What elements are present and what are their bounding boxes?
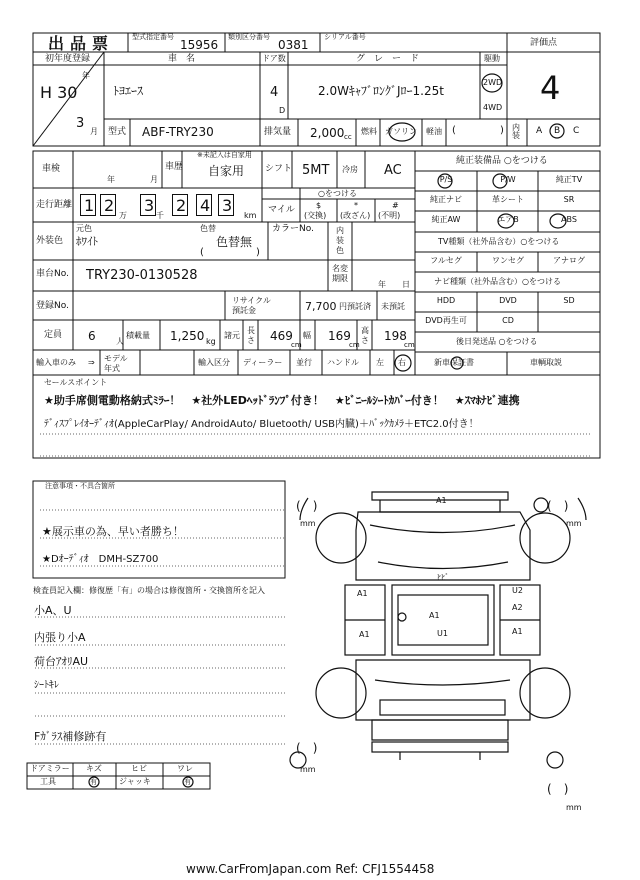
mm-br: mm	[566, 803, 582, 812]
door-label: ドア数	[262, 54, 286, 63]
nc-year: 年	[378, 280, 386, 289]
inspector-line-1: 小A、U	[34, 604, 72, 617]
left-label: 左	[376, 358, 384, 367]
legend-scratch: キズ	[86, 764, 102, 773]
equip-tv-0: フルセグ	[430, 256, 462, 265]
fuel-bracket: (	[452, 125, 456, 136]
color-bracket-open: (	[200, 247, 204, 258]
mile-note: ○をつける	[318, 189, 357, 198]
recycle-not: 未預託	[381, 302, 405, 311]
doors: 4	[270, 85, 279, 100]
first-reg-era: H 30	[40, 83, 78, 102]
equip-row1-1: P/W	[500, 175, 516, 184]
interior-label: 内装	[512, 123, 520, 140]
reg-label: 登録No.	[36, 301, 69, 311]
width-unit: cm	[349, 341, 360, 349]
inspector-line-6: Fｶﾞﾗｽ補修跡有	[34, 730, 107, 743]
model-year-label: モデル年式	[104, 354, 128, 373]
inspector-line-2: 内張り小A	[34, 631, 86, 644]
drive-2wd: 2WD	[483, 78, 503, 87]
unknown-sym: #	[392, 201, 399, 210]
mark-left-rear-door: A1	[359, 630, 370, 639]
hei-label: 高さ	[361, 326, 369, 345]
ac-label: 冷房	[342, 165, 358, 174]
tamper-sym: *	[354, 201, 358, 210]
notes-line-2: ★Dｵｰﾃﾞｨｵ DMH-SZ700	[42, 554, 159, 565]
use-label: 車歴	[165, 162, 184, 172]
mileage-man: 万	[119, 211, 127, 220]
month-unit: 月	[90, 127, 98, 136]
doc-manual: 車輌取説	[530, 358, 562, 367]
load-unit: kg	[206, 337, 216, 346]
mark-right-mid: A2	[512, 603, 523, 612]
mileage-digit-box	[196, 194, 212, 216]
legend-jack: ジャッキ	[119, 777, 151, 786]
recycle: 7,700	[305, 300, 337, 313]
width: 169	[328, 329, 351, 343]
tv-title: TV種類（社外品含む）○をつける	[438, 237, 560, 246]
import-arrow: ⇒	[88, 358, 95, 367]
equip-navi1-2: SD	[563, 296, 575, 305]
chassis: TRY230-0130528	[86, 268, 198, 283]
inspection-month: 月	[150, 175, 158, 184]
mm-tl: mm	[300, 519, 316, 528]
exch-sym: $	[316, 201, 322, 210]
height-unit: cm	[404, 341, 415, 349]
year-unit: 年	[82, 71, 90, 80]
displacement: 2,000	[310, 126, 345, 140]
score: 4	[540, 69, 561, 107]
first-reg-label: 初年度登録	[45, 54, 91, 64]
legend-tools: 工具	[40, 777, 56, 786]
mileage-digit: 2	[104, 196, 115, 215]
car-name: ﾄﾖｴｰｽ	[113, 84, 144, 98]
ac: AC	[384, 163, 402, 178]
equip-tv-2: アナログ	[553, 256, 585, 265]
footer-ref: www.CarFromJapan.com Ref: CFJ1554458	[186, 862, 435, 876]
capacity-label: 定員	[44, 330, 63, 340]
colorno-label: カラーNo.	[272, 224, 314, 234]
equip-navi1-0: HDD	[436, 296, 456, 305]
color-bracket-close: )	[256, 247, 260, 258]
first-reg-month: 3	[76, 116, 85, 131]
form-title: 出品票	[48, 34, 115, 53]
orig-color-label: 元色	[76, 224, 92, 233]
bracket-br: ()	[547, 782, 581, 796]
mark-roof: A1	[429, 611, 440, 620]
equip-row1-0: P/S	[439, 175, 453, 184]
legend-door-mirror: ドアミラー	[30, 764, 70, 773]
mileage-label: 走行距離	[36, 200, 73, 210]
drive-4wd: 4WD	[483, 103, 503, 112]
capacity: 6	[88, 329, 96, 343]
light-oil-label: 軽油	[426, 127, 442, 136]
doc-warranty: 新車保証書	[434, 358, 474, 367]
drive-label: 駆動	[484, 54, 500, 63]
displacement-unit: cc	[344, 133, 352, 141]
interior-b: B	[554, 126, 561, 136]
mark-right-front-door: U2	[512, 586, 523, 595]
mm-tr: mm	[566, 519, 582, 528]
equip-row2-2: SR	[563, 195, 575, 204]
type-no: 15956	[180, 38, 219, 52]
sales-label: セールスポイント	[44, 378, 108, 387]
mark-front-bumper: A1	[436, 496, 447, 505]
mileage-digit: 1	[84, 196, 95, 215]
mileage-digit-box	[80, 194, 96, 216]
load-label: 積載量	[126, 331, 150, 340]
equip-navi2-0: DVD再生可	[425, 316, 467, 325]
mark-right-rear-door: A1	[512, 627, 523, 636]
mileage-km: km	[244, 211, 257, 220]
door-suffix: D	[279, 106, 286, 115]
load: 1,250	[170, 329, 205, 343]
class-no: 0381	[278, 38, 309, 52]
exterior-color: ﾎﾜｲﾄ	[76, 235, 98, 248]
use: 自家用	[208, 164, 245, 178]
bracket-bl: ()	[296, 741, 330, 755]
handle-label: ハンドル	[327, 358, 359, 367]
mileage-digit: 3	[222, 196, 233, 215]
serial-label: シリアル番号	[324, 33, 366, 41]
inspection-year: 年	[107, 175, 115, 184]
inspection-label: 車検	[42, 164, 61, 174]
score-label: 評価点	[530, 38, 558, 48]
unknown-label: (不明)	[378, 211, 401, 220]
len-label: 長さ	[247, 326, 255, 345]
mark-roof-2: U1	[437, 629, 448, 638]
car-name-label: 車 名	[168, 54, 196, 64]
mileage-sen: 千	[156, 211, 164, 220]
fuel-label: 燃料	[361, 127, 377, 136]
mile-label: マイル	[268, 205, 295, 215]
fuel-bracket-close: )	[500, 125, 504, 136]
name-change-label: 名変期限	[332, 264, 348, 283]
doc-title: 後日発送品 ○をつける	[456, 337, 538, 346]
height: 198	[384, 329, 407, 343]
wid-label: 幅	[303, 331, 311, 340]
bracket-tl: ()	[296, 499, 330, 513]
exterior-label: 外装色	[36, 236, 64, 246]
sales-line-2: ﾃﾞｨｽﾌﾟﾚｲｵｰﾃﾞｨｵ(AppleCarPlay/ AndroidAuto/ Bluetooth/ USB内臓)＋ﾊﾞｯｸｶﾒﾗ＋ETC2.0付き！	[44, 419, 479, 430]
equip-row3-1: エアB	[497, 215, 519, 224]
legend-jack-yes: 有	[184, 778, 191, 786]
sales-line-1: ★助手席側電動格納式ﾐﾗｰ！ ★社外LEDﾍｯﾄﾞﾗﾝﾌﾟ付き！ ★ﾋﾞﾆｰﾙｼｰﾄｶﾊﾞｰ付き！ ★ｽﾏﾎﾅﾋﾞ連携	[44, 394, 520, 407]
grade-label: グ レ ー ド	[356, 54, 420, 64]
length: 469	[270, 329, 293, 343]
equip-navi2-1: CD	[502, 316, 514, 325]
interior-a: A	[536, 126, 543, 136]
mark-left-front-door: A1	[357, 589, 368, 598]
shift-label: シフト	[265, 164, 293, 174]
tamper-label: (改ざん)	[340, 211, 371, 220]
color-change-label: 色替	[200, 224, 216, 233]
dealer-label: ディーラー	[243, 358, 283, 367]
equip-row1-2: 純正TV	[555, 175, 583, 184]
inspector-label: 検査員記入欄：修復歴「有」の場合は修復箇所・交換箇所を記入	[33, 586, 265, 595]
nc-day: 日	[402, 280, 410, 289]
mileage-digit: 4	[200, 196, 211, 215]
chassis-label: 車台No.	[36, 269, 69, 279]
equip-row3-2: ABS	[561, 215, 577, 224]
legend-tools-yes: 有	[90, 778, 97, 786]
equip-row3-0: 純正AW	[431, 215, 461, 224]
interior-c: C	[573, 126, 580, 136]
mileage-digit-box	[218, 194, 234, 216]
import-label: 輸入車のみ	[36, 358, 76, 367]
mileage-digit: 3	[144, 196, 155, 215]
parallel-label: 並行	[296, 358, 312, 367]
equip-navi1-1: DVD	[499, 296, 517, 305]
model: ABF-TRY230	[142, 125, 214, 139]
exch-label: (交換)	[304, 211, 327, 220]
use-note: ※未記入は自家用	[197, 151, 252, 159]
recycle-label: リサイクル預託金	[232, 296, 271, 315]
inspector-line-3: 荷台ｱｵﾘAU	[34, 655, 89, 668]
equip-row2-0: 純正ナビ	[430, 195, 462, 204]
grade: 2.0WｷｬﾌﾞﾛﾝｸﾞJﾛｰ1.25t	[318, 84, 444, 98]
length-unit: cm	[291, 341, 302, 349]
fuel: ガソリン	[385, 127, 417, 136]
legend-crack: ヒビ	[131, 764, 147, 773]
notes-label: 注意事項・不具合箇所	[45, 482, 115, 490]
bracket-tr: ()	[547, 499, 581, 513]
import-div-label: 輸入区分	[198, 358, 230, 367]
mark-windshield: ﾋﾋﾞ	[437, 573, 449, 582]
equip-title: 純正装備品 ○をつける	[456, 156, 548, 166]
type-no-label: 型式指定番号	[132, 33, 174, 41]
color-changed: 色替無	[216, 235, 253, 249]
equip-row2-1: 革シート	[492, 195, 524, 204]
class-no-label: 類別区分番号	[228, 33, 270, 41]
trim-label: 内装色	[336, 226, 344, 255]
notes-line-1: ★展示車の為、早い者勝ち！	[42, 525, 184, 538]
legend-break: ワレ	[177, 764, 193, 773]
navi-title: ナビ種類（社外品含む）○をつける	[434, 277, 561, 286]
right-label: 右	[398, 358, 406, 367]
capacity-unit: 人	[116, 337, 124, 346]
shift: 5MT	[302, 163, 330, 178]
recycle-unit: 円預託済	[339, 302, 371, 311]
mm-bl: mm	[300, 765, 316, 774]
dims-label: 諸元	[224, 331, 240, 340]
mileage-digit-box	[140, 194, 156, 216]
mileage-digit: 2	[176, 196, 187, 215]
displacement-label: 排気量	[264, 127, 292, 137]
model-label: 型式	[108, 127, 127, 137]
mileage-digit-box	[100, 194, 116, 216]
equip-tv-1: ワンセグ	[492, 256, 524, 265]
mileage-digit-box	[172, 194, 188, 216]
inspector-line-4: ｼｰﾄｷﾚ	[34, 680, 59, 691]
